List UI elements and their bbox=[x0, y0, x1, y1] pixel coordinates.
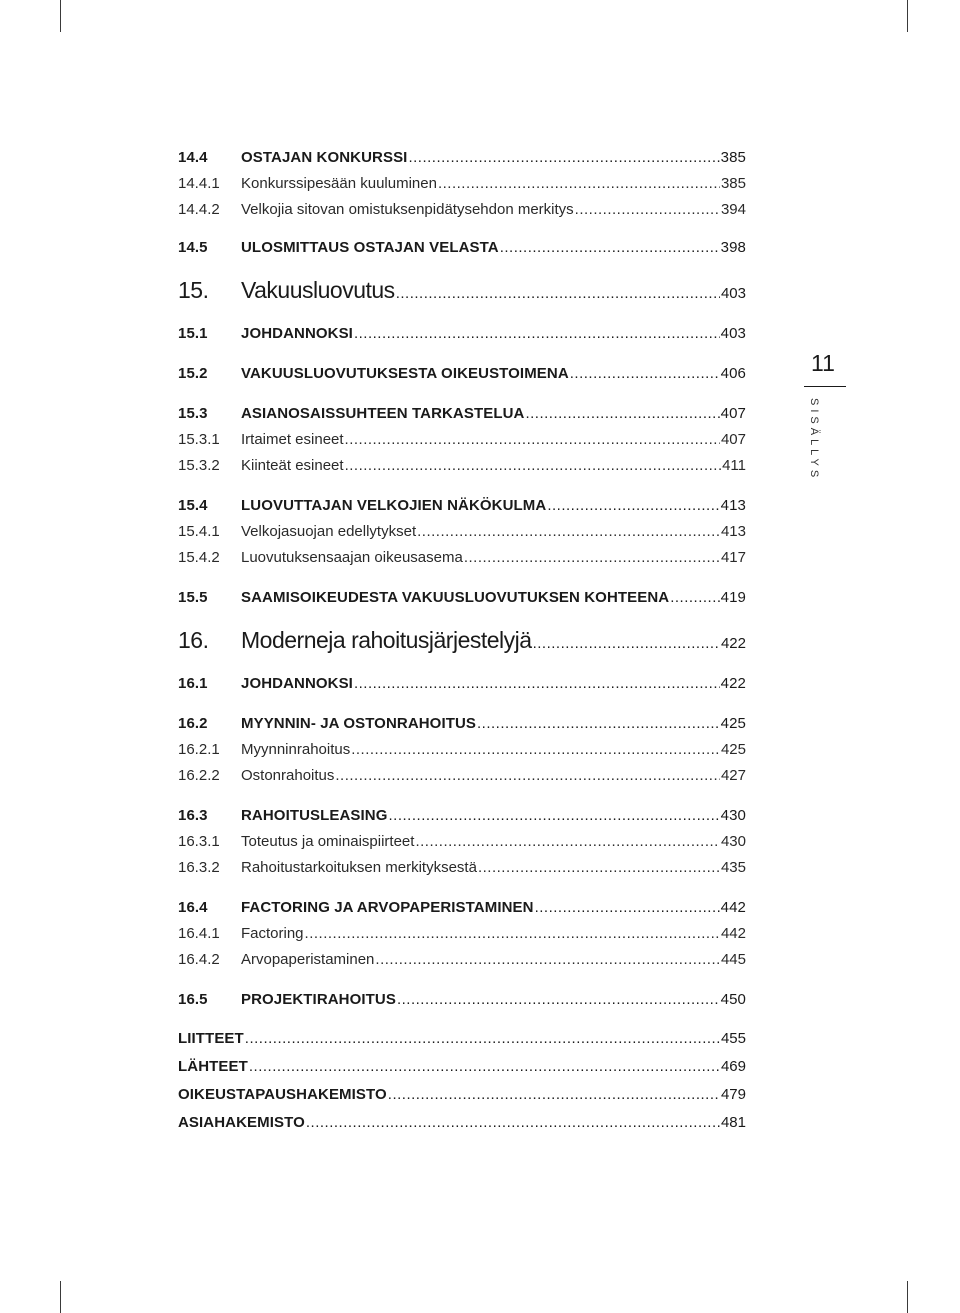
toc-entry[interactable] bbox=[178, 803, 746, 829]
toc-page: 403 bbox=[720, 325, 746, 342]
toc-number: 16.5 bbox=[178, 991, 208, 1008]
toc-title: OIKEUSTAPAUSHAKEMISTO bbox=[178, 1086, 387, 1103]
toc-page: 413 bbox=[720, 523, 746, 540]
dot-leader bbox=[354, 321, 720, 347]
toc-entry[interactable] bbox=[178, 519, 746, 545]
toc-title: VAKUUSLUOVUTUKSESTA OIKEUSTOIMENA bbox=[241, 365, 569, 382]
toc-entry[interactable] bbox=[178, 493, 746, 519]
toc-title: FACTORING JA ARVOPAPERISTAMINEN bbox=[241, 899, 534, 916]
toc-title: Kiinteät esineet bbox=[241, 457, 344, 474]
toc-number: 16.4 bbox=[178, 899, 208, 916]
dot-leader bbox=[375, 947, 720, 973]
dot-leader bbox=[417, 519, 720, 545]
toc-number: 16.4.2 bbox=[178, 951, 220, 968]
toc-number: 16.3.1 bbox=[178, 833, 220, 850]
dot-leader bbox=[670, 585, 719, 611]
toc-number: 14.5 bbox=[178, 239, 208, 256]
dot-leader bbox=[464, 545, 720, 571]
toc-page: 403 bbox=[720, 285, 746, 302]
dot-leader bbox=[477, 711, 720, 737]
toc-title: Arvopaperistaminen bbox=[241, 951, 375, 968]
toc-entry[interactable] bbox=[178, 947, 746, 973]
dot-leader bbox=[249, 1053, 720, 1081]
toc-number: 14.4.2 bbox=[178, 201, 220, 218]
toc-entry[interactable] bbox=[178, 545, 746, 571]
toc-title: Vakuusluovutus bbox=[241, 277, 395, 303]
toc-entry[interactable] bbox=[178, 855, 746, 881]
toc-number: 14.4 bbox=[178, 149, 208, 166]
toc-page: 422 bbox=[720, 675, 746, 692]
toc-page: 411 bbox=[722, 457, 746, 474]
toc-number: 15.4 bbox=[178, 497, 208, 514]
toc-number: 15.4.2 bbox=[178, 549, 220, 566]
toc-number: 14.4.1 bbox=[178, 175, 220, 192]
toc-page: 445 bbox=[720, 951, 746, 968]
crop-mark-bottom-left bbox=[60, 1281, 61, 1313]
dot-leader bbox=[388, 1081, 720, 1109]
dot-leader bbox=[397, 987, 720, 1013]
dot-leader bbox=[525, 401, 719, 427]
dot-leader bbox=[535, 895, 720, 921]
toc-title: RAHOITUSLEASING bbox=[241, 807, 388, 824]
toc-number: 16.3.2 bbox=[178, 859, 220, 876]
toc-title: JOHDANNOKSI bbox=[241, 675, 353, 692]
toc-page: 469 bbox=[720, 1058, 746, 1075]
dot-leader bbox=[408, 145, 719, 171]
dot-leader bbox=[575, 197, 720, 223]
toc-entry[interactable] bbox=[178, 895, 746, 921]
dot-leader bbox=[570, 361, 720, 387]
section-label: SISÄLLYS bbox=[808, 398, 820, 482]
dot-leader bbox=[345, 427, 720, 453]
dot-leader bbox=[354, 671, 720, 697]
toc-number: 15. bbox=[178, 277, 209, 303]
toc-page: 407 bbox=[720, 405, 746, 422]
toc-page: 442 bbox=[720, 899, 746, 916]
toc-title: Velkojia sitovan omistuksenpidätysehdon merkitys bbox=[241, 201, 574, 218]
toc-number: 16.1 bbox=[178, 675, 208, 692]
toc-appendix[interactable] bbox=[178, 1053, 746, 1081]
toc-entry[interactable] bbox=[178, 671, 746, 697]
toc-entry[interactable] bbox=[178, 361, 746, 387]
toc-appendix[interactable] bbox=[178, 1025, 746, 1053]
dot-leader bbox=[345, 453, 722, 479]
toc-title: Luovutuksensaajan oikeusasema bbox=[241, 549, 463, 566]
toc-title: ASIANOSAISSUHTEEN TARKASTELUA bbox=[241, 405, 525, 422]
toc-appendix[interactable] bbox=[178, 1109, 746, 1137]
toc-page: 406 bbox=[720, 365, 746, 382]
toc-page: 442 bbox=[720, 925, 746, 942]
dot-leader bbox=[351, 737, 720, 763]
toc-number: 16.2.2 bbox=[178, 767, 220, 784]
toc-title: JOHDANNOKSI bbox=[241, 325, 353, 342]
toc-page: 481 bbox=[720, 1114, 746, 1131]
toc-page: 394 bbox=[720, 201, 746, 218]
toc-entry[interactable] bbox=[178, 197, 746, 223]
toc-entry[interactable] bbox=[178, 829, 746, 855]
toc-entry[interactable] bbox=[178, 585, 746, 611]
toc-entry[interactable] bbox=[178, 737, 746, 763]
toc-title: LIITTEET bbox=[178, 1030, 244, 1047]
crop-mark-top-left bbox=[60, 0, 61, 32]
toc-number: 16.3 bbox=[178, 807, 208, 824]
toc-entry[interactable] bbox=[178, 171, 746, 197]
toc-title: Moderneja rahoitusjärjestelyjä bbox=[241, 627, 532, 653]
toc-entry[interactable] bbox=[178, 763, 746, 789]
toc-entry[interactable] bbox=[178, 987, 746, 1013]
toc-title: ULOSMITTAUS OSTAJAN VELASTA bbox=[241, 239, 499, 256]
toc-number: 15.5 bbox=[178, 589, 208, 606]
toc-title: Konkurssipesään kuuluminen bbox=[241, 175, 437, 192]
page-number-rule bbox=[804, 386, 846, 387]
toc-page: 425 bbox=[720, 741, 746, 758]
dot-leader bbox=[500, 235, 720, 261]
toc-number: 15.3.2 bbox=[178, 457, 220, 474]
toc-entry[interactable] bbox=[178, 145, 746, 171]
toc-page: 450 bbox=[720, 991, 746, 1008]
toc-entry[interactable] bbox=[178, 321, 746, 347]
toc-entry[interactable] bbox=[178, 401, 746, 427]
toc-title: SAAMISOIKEUDESTA VAKUUSLUOVUTUKSEN KOHTEENA bbox=[241, 589, 670, 606]
dot-leader bbox=[245, 1025, 720, 1053]
toc-number: 16.2.1 bbox=[178, 741, 220, 758]
dot-leader bbox=[415, 829, 720, 855]
toc-number: 15.3 bbox=[178, 405, 208, 422]
crop-mark-top-right bbox=[907, 0, 908, 32]
dot-leader bbox=[533, 629, 720, 659]
toc-page: 422 bbox=[720, 635, 746, 652]
toc-page: 435 bbox=[720, 859, 746, 876]
toc-title: Factoring bbox=[241, 925, 304, 942]
dot-leader bbox=[396, 279, 720, 309]
toc-page: 413 bbox=[720, 497, 746, 514]
dot-leader bbox=[478, 855, 720, 881]
dot-leader bbox=[335, 763, 720, 789]
toc-title: Irtaimet esineet bbox=[241, 431, 344, 448]
toc-page: 430 bbox=[720, 807, 746, 824]
dot-leader bbox=[389, 803, 720, 829]
toc-chapter[interactable] bbox=[178, 625, 746, 659]
toc-entry[interactable] bbox=[178, 711, 746, 737]
toc-title: LÄHTEET bbox=[178, 1058, 248, 1075]
dot-leader bbox=[438, 171, 720, 197]
toc-title: MYYNNIN- JA OSTONRAHOITUS bbox=[241, 715, 477, 732]
toc-entry[interactable] bbox=[178, 235, 746, 261]
dot-leader bbox=[547, 493, 719, 519]
toc-number: 16.2 bbox=[178, 715, 208, 732]
toc-entry[interactable] bbox=[178, 453, 746, 479]
toc-page: 455 bbox=[720, 1030, 746, 1047]
toc-page: 385 bbox=[720, 175, 746, 192]
table-of-contents bbox=[178, 145, 746, 1137]
toc-number: 15.2 bbox=[178, 365, 208, 382]
toc-number: 15.4.1 bbox=[178, 523, 220, 540]
toc-page: 417 bbox=[720, 549, 746, 566]
toc-title: ASIAHAKEMISTO bbox=[178, 1114, 305, 1131]
toc-number: 15.1 bbox=[178, 325, 208, 342]
toc-page: 398 bbox=[720, 239, 746, 256]
toc-title: Ostonrahoitus bbox=[241, 767, 335, 784]
toc-title: OSTAJAN KONKURSSI bbox=[241, 149, 408, 166]
toc-page: 385 bbox=[720, 149, 746, 166]
toc-page: 430 bbox=[720, 833, 746, 850]
toc-page: 407 bbox=[720, 431, 746, 448]
page-number: 11 bbox=[811, 350, 835, 376]
dot-leader bbox=[305, 921, 720, 947]
toc-title: Myynninrahoitus bbox=[241, 741, 351, 758]
toc-page: 427 bbox=[720, 767, 746, 784]
toc-entry[interactable] bbox=[178, 427, 746, 453]
dot-leader bbox=[306, 1109, 720, 1137]
crop-mark-bottom-right bbox=[907, 1281, 908, 1313]
toc-title: Rahoitustarkoituksen merkityksestä bbox=[241, 859, 477, 876]
toc-chapter[interactable] bbox=[178, 275, 746, 309]
toc-page: 479 bbox=[720, 1086, 746, 1103]
toc-page: 425 bbox=[720, 715, 746, 732]
toc-number: 16.4.1 bbox=[178, 925, 220, 942]
toc-title: Velkojasuojan edellytykset bbox=[241, 523, 417, 540]
toc-entry[interactable] bbox=[178, 921, 746, 947]
toc-title: LUOVUTTAJAN VELKOJIEN NÄKÖKULMA bbox=[241, 497, 547, 514]
toc-page: 419 bbox=[720, 589, 746, 606]
toc-number: 16. bbox=[178, 627, 209, 653]
toc-title: PROJEKTIRAHOITUS bbox=[241, 991, 396, 1008]
toc-number: 15.3.1 bbox=[178, 431, 220, 448]
toc-title: Toteutus ja ominaispiirteet bbox=[241, 833, 415, 850]
toc-appendix[interactable] bbox=[178, 1081, 746, 1109]
